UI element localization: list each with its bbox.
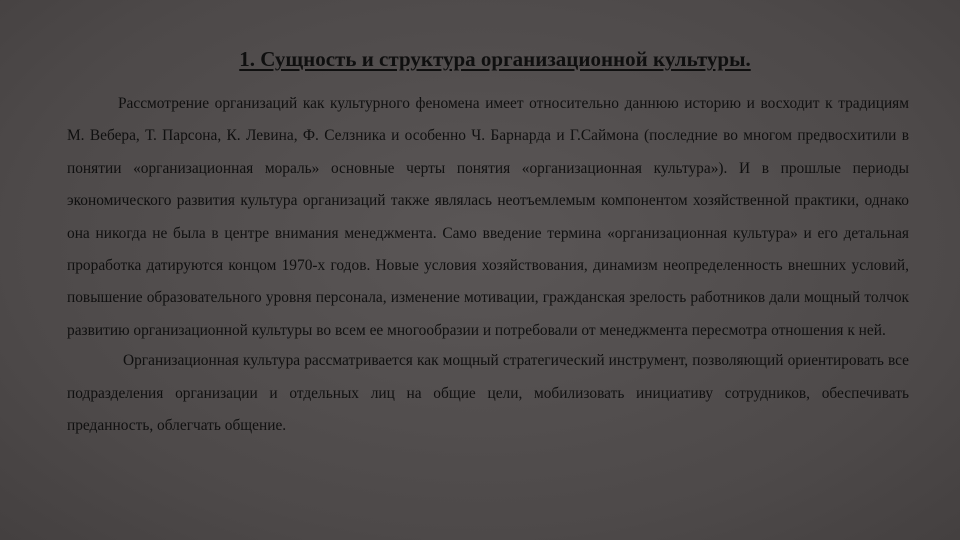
paragraph-history: Рассмотрение организаций как культурного феномена имеет относительно даннюю историю и восходит к традициям М. Вебера, Т. Парсона, К. Левина, Ф. Селзника и особенно Ч. Барнарда и Г.Саймона (последние во многом предвосхитили в понятии «организационная мораль» основные черты понятия «организационная культура»). И в прошлые периоды экономического развития культура организаций также являлась неотъемлемым компонентом хозяйственной практики, однако она никогда не была в центре внимания менеджмента. Само введение термина «организационная культура» и его детальная проработка датируются концом 1970-х годов. Новые условия хозяйствования, динамизм неопределенность внешних условий, повышение образовательного уровня персонала, изменение мотивации, гражданская зрелость работников дали мощный толчок развитию организационной культуры во всем ее многообразии и потребовали от менеджмента пересмотра отношения к ней. [67, 95, 909, 339]
slide-title: 1. Сущность и структура организационной культуры. [239, 47, 751, 71]
slide-body [67, 88, 909, 442]
paragraph-strategic-tool: Организационная культура рассматривается как мощный стратегический инструмент, позволяющий ориентировать все подразделения организации и отдельных лиц на общие цели, мобилизовать инициативу сотрудников, обеспечивать преданность, облегчать общение. [67, 352, 909, 435]
